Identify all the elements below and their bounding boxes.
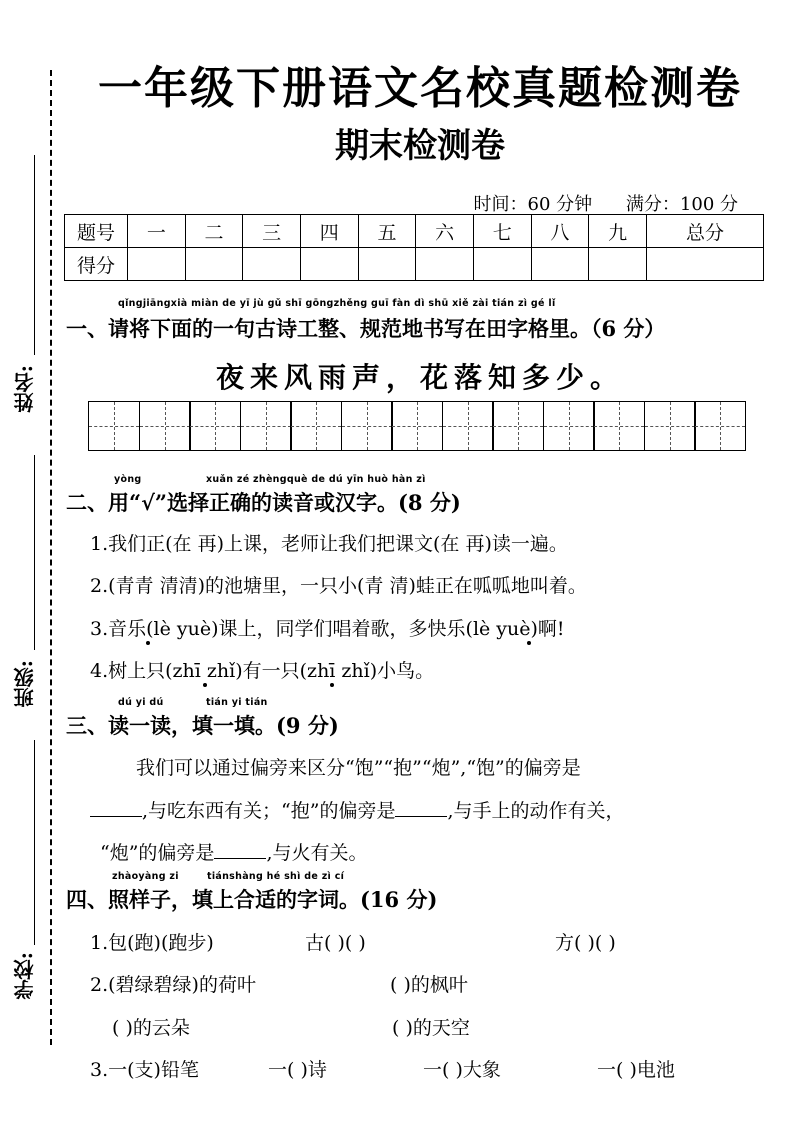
tianzige-grid[interactable] — [88, 401, 746, 451]
question-line: 3.音乐(lè yuè)课上，同学们唱着歌，多快乐(lè yuè)啊! — [90, 618, 565, 640]
tianzige-cell[interactable] — [189, 401, 241, 451]
exercise-item[interactable]: ( )的云朵 — [112, 1017, 190, 1039]
paragraph-line: 我们可以通过偏旁来区分“饱”“抱”“炮”,“饱”的偏旁是 — [136, 757, 581, 779]
score-input-cell[interactable] — [185, 248, 243, 281]
section3-title: 三、读一读，填一填。(9 分) — [66, 713, 339, 738]
section4-pinyin-b: tiánshàng hé shì de zì cí — [207, 871, 345, 882]
answer-blank[interactable] — [214, 840, 266, 859]
time-limit: 时间：60 分钟 — [473, 194, 593, 215]
score-cell: 八 — [531, 215, 589, 248]
exam-meta — [446, 190, 738, 216]
exercise-item: 2.(碧绿碧绿)的荷叶 — [90, 974, 256, 996]
school-line — [34, 740, 35, 945]
section4-title: 四、照样子，填上合适的字词。(16 分) — [66, 887, 438, 912]
tianzige-cell[interactable] — [543, 401, 595, 451]
section1-pinyin: qǐngjiāngxià miàn de yī jù gǔ shī gōngzhěng guī fàn dì shū xiě zài tián zì gé lǐ — [118, 298, 556, 309]
section3-pinyin-b: tián yi tián — [206, 697, 268, 708]
section2-pinyin-a: yòng — [114, 474, 142, 485]
tianzige-cell[interactable] — [442, 401, 494, 451]
score-cell: 九 — [589, 215, 647, 248]
exercise-item[interactable]: 古( )( ) — [305, 932, 366, 954]
score-input-cell[interactable] — [589, 248, 647, 281]
page-title: 一年级下册语文名校真题检测卷 — [98, 63, 742, 114]
score-input-cell[interactable] — [416, 248, 474, 281]
tianzige-cell[interactable] — [139, 401, 191, 451]
emphasis-dot — [146, 641, 150, 645]
score-row-label: 得分 — [65, 248, 128, 281]
score-cell: 五 — [358, 215, 416, 248]
full-score: 满分：100 分 — [625, 194, 738, 215]
exercise-item[interactable]: 一( )电池 — [597, 1059, 675, 1081]
score-cell: 三 — [243, 215, 301, 248]
poem-line: 夜来风雨声，花落知多少。 — [215, 361, 624, 394]
name-line — [34, 155, 35, 355]
text-segment: “炮”的偏旁是 — [100, 842, 215, 864]
emphasis-dot — [527, 641, 531, 645]
text-segment: ,与手上的动作有关， — [447, 800, 625, 822]
section4-pinyin-a: zhàoyàng zi — [112, 871, 179, 882]
section2-pinyin-b: xuǎn zé zhèngquè de dú yīn huò hàn zì — [206, 474, 426, 485]
exercise-item: 3.一(支)铅笔 — [90, 1059, 199, 1081]
section3-pinyin-a: dú yi dú — [118, 697, 164, 708]
school-label: 学校: — [13, 952, 37, 1000]
exercise-item: 1.包(跑)(跑步) — [90, 932, 214, 954]
class-line — [34, 455, 35, 650]
score-table — [64, 214, 764, 281]
tianzige-cell[interactable] — [88, 401, 140, 451]
class-label: 班级: — [13, 660, 37, 708]
score-input-cell[interactable] — [358, 248, 416, 281]
tianzige-cell[interactable] — [694, 401, 746, 451]
score-cell: 七 — [473, 215, 531, 248]
section1-title: 一、请将下面的一句古诗工整、规范地书写在田字格里。（6 分） — [66, 316, 666, 341]
question-line: 4.树上只(zhī zhǐ)有一只(zhī zhǐ)小鸟。 — [90, 660, 435, 682]
text-segment: ,与吃东西有关；“抱”的偏旁是 — [142, 800, 396, 822]
answer-blank[interactable] — [90, 798, 142, 817]
text-segment: ,与火有关。 — [266, 842, 368, 864]
emphasis-dot — [203, 683, 207, 687]
score-cell: 一 — [128, 215, 186, 248]
score-cell: 六 — [416, 215, 474, 248]
score-cell: 二 — [185, 215, 243, 248]
question-line: 1.我们正(在 再)上课，老师让我们把课文(在 再)读一遍。 — [90, 533, 568, 555]
score-cell: 题号 — [65, 215, 128, 248]
tianzige-cell[interactable] — [391, 401, 443, 451]
tianzige-cell[interactable] — [240, 401, 292, 451]
name-label: 姓名: — [13, 365, 37, 413]
exercise-item[interactable]: 一( )大象 — [423, 1059, 501, 1081]
page-subtitle: 期末检测卷 — [335, 126, 505, 166]
tianzige-cell[interactable] — [593, 401, 645, 451]
paragraph-line — [100, 838, 367, 865]
score-input-cell[interactable] — [473, 248, 531, 281]
exercise-item[interactable]: ( )的天空 — [392, 1017, 470, 1039]
score-input-cell[interactable] — [300, 248, 358, 281]
tianzige-cell[interactable] — [290, 401, 342, 451]
score-table-score-row — [65, 248, 764, 281]
section2-title: 二、用“√”选择正确的读音或汉字。(8 分) — [66, 490, 461, 515]
binding-dashed-line — [50, 70, 52, 1045]
score-input-cell[interactable] — [243, 248, 301, 281]
exercise-item[interactable]: 方( )( ) — [555, 932, 616, 954]
paragraph-line — [90, 796, 625, 823]
exercise-item[interactable]: ( )的枫叶 — [390, 974, 468, 996]
exercise-item[interactable]: 一( )诗 — [268, 1059, 327, 1081]
tianzige-cell[interactable] — [341, 401, 393, 451]
tianzige-cell[interactable] — [644, 401, 696, 451]
emphasis-dot — [330, 683, 334, 687]
score-input-cell[interactable] — [647, 248, 764, 281]
score-cell: 四 — [300, 215, 358, 248]
answer-blank[interactable] — [395, 798, 447, 817]
question-line: 2.(青青 清清)的池塘里，一只小(青 清)蛙正在呱呱地叫着。 — [90, 575, 587, 597]
score-table-header-row — [65, 215, 764, 248]
tianzige-cell[interactable] — [492, 401, 544, 451]
score-input-cell[interactable] — [531, 248, 589, 281]
score-cell: 总分 — [647, 215, 764, 248]
score-input-cell[interactable] — [128, 248, 186, 281]
